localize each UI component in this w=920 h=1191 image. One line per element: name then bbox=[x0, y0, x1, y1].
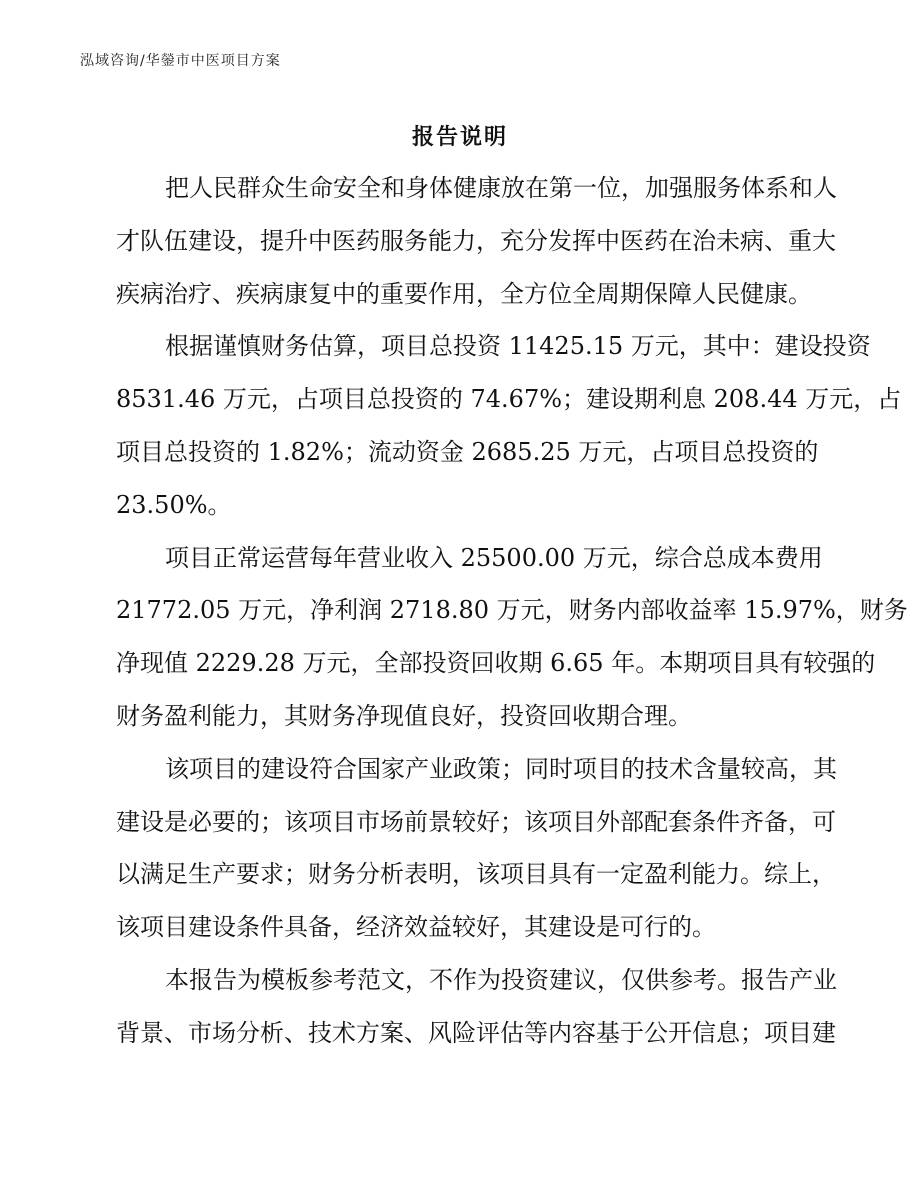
paragraph-line: 8531.46 万元，占项目总投资的 74.67%；建设期利息 208.44 万元，占 bbox=[116, 385, 902, 414]
paragraph bbox=[116, 162, 837, 320]
page-header: 泓域咨询/华鎣市中医项目方案 bbox=[80, 53, 281, 69]
paragraph-line: 净现值 2229.28 万元，全部投资回收期 6.65 年。本期项目具有较强的 bbox=[116, 649, 876, 678]
paragraph-line: 把人民群众生命安全和身体健康放在第一位，加强服务体系和人 bbox=[165, 174, 837, 202]
paragraph-line: 本报告为模板参考范文，不作为投资建议，仅供参考。报告产业 bbox=[165, 965, 837, 994]
paragraph bbox=[116, 320, 902, 531]
paragraph-line: 根据谨慎财务估算，项目总投资 11425.15 万元，其中：建设投资 bbox=[165, 332, 871, 361]
paragraph bbox=[116, 743, 837, 954]
paragraph-line: 以满足生产要求；财务分析表明，该项目具有一定盈利能力。综上， bbox=[116, 860, 836, 889]
paragraph-line: 21772.05 万元，净利润 2718.80 万元，财务内部收益率 15.97%，财务 bbox=[116, 596, 908, 625]
paragraph-line: 疾病治疗、疾病康复中的重要作用，全方位全周期保障人民健康。 bbox=[116, 279, 812, 308]
paragraph-line: 财务盈利能力，其财务净现值良好，投资回收期合理。 bbox=[116, 701, 692, 730]
paragraph-line: 建设是必要的；该项目市场前景较好；该项目外部配套条件齐备，可 bbox=[116, 807, 836, 836]
document-body bbox=[116, 162, 908, 1060]
page-title: 报告说明 bbox=[411, 124, 508, 150]
paragraph-line: 项目正常运营每年营业收入 25500.00 万元，综合总成本费用 bbox=[165, 543, 823, 572]
paragraph-line: 才队伍建设，提升中医药服务能力，充分发挥中医药在治未病、重大 bbox=[116, 226, 836, 255]
paragraph bbox=[116, 954, 837, 1060]
paragraph bbox=[116, 532, 908, 743]
paragraph-line: 该项目建设条件具备，经济效益较好，其建设是可行的。 bbox=[116, 913, 716, 942]
paragraph-line: 项目总投资的 1.82%；流动资金 2685.25 万元，占项目总投资的 bbox=[116, 437, 819, 466]
paragraph-line: 背景、市场分析、技术方案、风险评估等内容基于公开信息；项目建 bbox=[116, 1018, 836, 1047]
paragraph-line: 该项目的建设符合国家产业政策；同时项目的技术含量较高，其 bbox=[165, 754, 837, 783]
paragraph-line: 23.50%。 bbox=[116, 490, 232, 519]
